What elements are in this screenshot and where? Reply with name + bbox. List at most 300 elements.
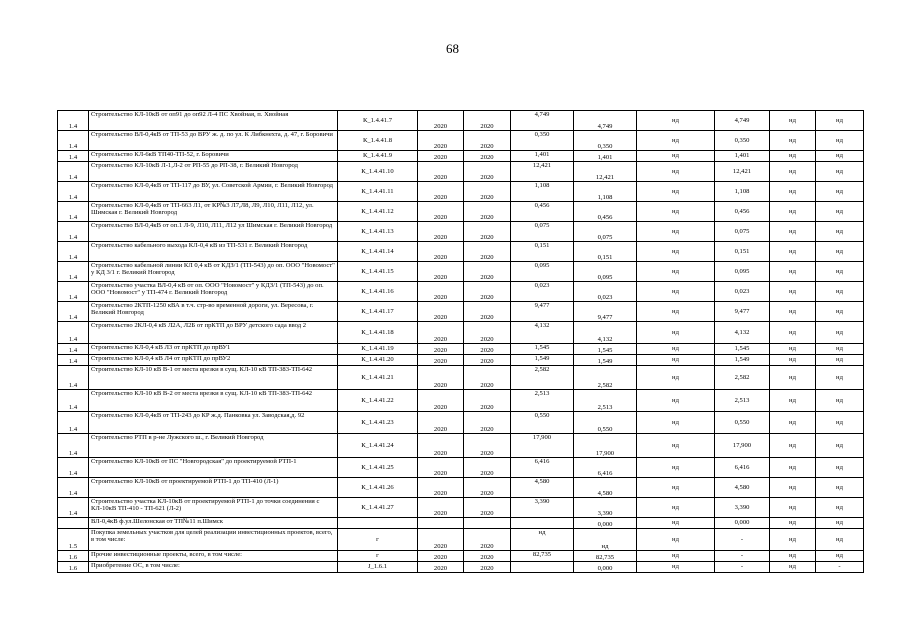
table-row bbox=[58, 322, 864, 344]
table-row bbox=[58, 518, 864, 529]
cell-code: г bbox=[338, 529, 418, 551]
cell-v3: 4,580 bbox=[715, 478, 770, 498]
cell-v2: 4,749 bbox=[574, 111, 637, 131]
cell-num: 1.4 bbox=[58, 222, 89, 242]
cell-name: Строительство 2КТП-1250 кВА в т.ч. стр-во временной дороги, ул. Вересова, г. Великий Новгород bbox=[89, 302, 338, 322]
cell-num: 1.4 bbox=[58, 262, 89, 282]
cell-v1: 1,108 bbox=[511, 182, 574, 202]
table-body bbox=[58, 111, 864, 573]
table-row bbox=[58, 412, 864, 434]
cell-y2: 2020 bbox=[464, 111, 511, 131]
cell-n3: нд bbox=[816, 222, 864, 242]
cell-y1: 2020 bbox=[418, 302, 464, 322]
cell-n3: нд bbox=[816, 366, 864, 390]
cell-n1: нд bbox=[637, 162, 715, 182]
cell-y1: 2020 bbox=[418, 282, 464, 302]
cell-n3: - bbox=[816, 562, 864, 573]
cell-code: К_1.4.41.13 bbox=[338, 222, 418, 242]
cell-code: К_1.4.41.21 bbox=[338, 366, 418, 390]
table-row bbox=[58, 344, 864, 355]
cell-v3: 12,421 bbox=[715, 162, 770, 182]
table-row bbox=[58, 162, 864, 182]
cell-v2: 3,390 bbox=[574, 498, 637, 518]
cell-v1: 0,550 bbox=[511, 412, 574, 434]
table-row bbox=[58, 434, 864, 458]
cell-y1: 2020 bbox=[418, 498, 464, 518]
cell-n1: нд bbox=[637, 390, 715, 412]
cell-name: Строительство ВЛ-0,4кВ от оп.1 Л-9, Л10, Л11, Л12 ул Шимская г. Великий Новгород bbox=[89, 222, 338, 242]
cell-code: К_1.4.41.19 bbox=[338, 344, 418, 355]
cell-name: Строительство КЛ-0,4 кВ Л4 от прКТП до прВУ2 bbox=[89, 355, 338, 366]
cell-v2: 0,023 bbox=[574, 282, 637, 302]
table-row bbox=[58, 498, 864, 518]
cell-n1: нд bbox=[637, 202, 715, 222]
cell-code: К_1.4.41.24 bbox=[338, 434, 418, 458]
cell-name: Строительство КЛ-10кВ от проектируемой РТП-1 до ТП-410 (Л-1) bbox=[89, 478, 338, 498]
table-row bbox=[58, 390, 864, 412]
cell-name: Строительство КЛ-0,4 кВ Л3 от прКТП до прВУ1 bbox=[89, 344, 338, 355]
cell-num: 1.4 bbox=[58, 151, 89, 162]
cell-v1: 1,401 bbox=[511, 151, 574, 162]
cell-v3: 2,513 bbox=[715, 390, 770, 412]
table-row bbox=[58, 458, 864, 478]
cell-y2: 2020 bbox=[464, 202, 511, 222]
cell-v2: 0,151 bbox=[574, 242, 637, 262]
cell-name: Строительство КЛ-10 кВ В-2 от места врезки в сущ. КЛ-10 кВ ТП-383-ТП-642 bbox=[89, 390, 338, 412]
cell-v2: 82,735 bbox=[574, 551, 637, 562]
cell-name: Покупка земельных участков для целей реализации инвестиционных проектов, всего, в том числе: bbox=[89, 529, 338, 551]
cell-code: К_1.4.41.15 bbox=[338, 262, 418, 282]
cell-v1: 6,416 bbox=[511, 458, 574, 478]
cell-v2: 4,132 bbox=[574, 322, 637, 344]
cell-n2: нд bbox=[770, 162, 816, 182]
cell-y1: 2020 bbox=[418, 562, 464, 573]
cell-n1: нд bbox=[637, 111, 715, 131]
cell-n1: нд bbox=[637, 151, 715, 162]
cell-code: г bbox=[338, 551, 418, 562]
cell-name: Строительство КЛ-6кВ ТП40-ТП-52, г. Боровичи bbox=[89, 151, 338, 162]
cell-code: К_1.4.41.12 bbox=[338, 202, 418, 222]
table-row bbox=[58, 131, 864, 151]
table-row bbox=[58, 242, 864, 262]
cell-y1: 2020 bbox=[418, 262, 464, 282]
cell-v2: 0,095 bbox=[574, 262, 637, 282]
cell-n1: нд bbox=[637, 529, 715, 551]
cell-name: Строительство КЛ-0,4кВ от ТП-117 до ВУ, ул. Советской Армии, г. Великий Новгород bbox=[89, 182, 338, 202]
cell-n3: нд bbox=[816, 390, 864, 412]
table-row bbox=[58, 529, 864, 551]
cell-v3: 2,582 bbox=[715, 366, 770, 390]
cell-y2: 2020 bbox=[464, 366, 511, 390]
cell-y2: 2020 bbox=[464, 322, 511, 344]
cell-v3: 0,350 bbox=[715, 131, 770, 151]
cell-n2: нд bbox=[770, 551, 816, 562]
cell-code: К_1.4.41.26 bbox=[338, 478, 418, 498]
cell-y1: 2020 bbox=[418, 131, 464, 151]
cell-code: К_1.4.41.11 bbox=[338, 182, 418, 202]
cell-num: 1.4 bbox=[58, 366, 89, 390]
cell-num: 1.4 bbox=[58, 322, 89, 344]
cell-name: Строительство КЛ-10 кВ В-1 от места врезки в сущ. КЛ-10 кВ ТП-383-ТП-642 bbox=[89, 366, 338, 390]
cell-n3: нд bbox=[816, 551, 864, 562]
cell-n1: нд bbox=[637, 302, 715, 322]
cell-name: Прочие инвестиционные проекты, всего, в том числе: bbox=[89, 551, 338, 562]
cell-y1: 2020 bbox=[418, 412, 464, 434]
cell-v2: 17,900 bbox=[574, 434, 637, 458]
cell-n3: нд bbox=[816, 458, 864, 478]
cell-n1: нд bbox=[637, 562, 715, 573]
cell-n1: нд bbox=[637, 478, 715, 498]
cell-n2: нд bbox=[770, 182, 816, 202]
cell-v2: 1,545 bbox=[574, 344, 637, 355]
cell-n2: нд bbox=[770, 302, 816, 322]
investment-table bbox=[57, 110, 864, 573]
cell-num: 1.6 bbox=[58, 562, 89, 573]
cell-name: Строительство участка КЛ-10кВ от проектируемой РТП-1 до точки соединения с КЛ-10кВ ТП-410 - ТП-621 (Л-2) bbox=[89, 498, 338, 518]
cell-v1: 4,132 bbox=[511, 322, 574, 344]
cell-v2: 4,580 bbox=[574, 478, 637, 498]
cell-y2: 2020 bbox=[464, 412, 511, 434]
cell-n1: нд bbox=[637, 131, 715, 151]
cell-v1: 0,456 bbox=[511, 202, 574, 222]
cell-n3: нд bbox=[816, 498, 864, 518]
cell-v2: 6,416 bbox=[574, 458, 637, 478]
cell-num: 1.4 bbox=[58, 478, 89, 498]
cell-y1: 2020 bbox=[418, 355, 464, 366]
cell-code: К_1.4.41.22 bbox=[338, 390, 418, 412]
cell-v3: 0,023 bbox=[715, 282, 770, 302]
table-row bbox=[58, 151, 864, 162]
cell-num: 1.4 bbox=[58, 344, 89, 355]
cell-n3: нд bbox=[816, 344, 864, 355]
cell-n3: нд bbox=[816, 434, 864, 458]
cell-code: К_1.4.41.8 bbox=[338, 131, 418, 151]
cell-v3: - bbox=[715, 562, 770, 573]
cell-y2: 2020 bbox=[464, 222, 511, 242]
cell-v1: 2,582 bbox=[511, 366, 574, 390]
cell-v1 bbox=[511, 562, 574, 573]
table-row bbox=[58, 282, 864, 302]
cell-name: Приобретение ОС, в том числе: bbox=[89, 562, 338, 573]
cell-num: 1.4 bbox=[58, 412, 89, 434]
cell-v3: 0,151 bbox=[715, 242, 770, 262]
cell-v2: 2,582 bbox=[574, 366, 637, 390]
cell-n2: нд bbox=[770, 344, 816, 355]
cell-n2: нд bbox=[770, 262, 816, 282]
cell-v3: 4,749 bbox=[715, 111, 770, 131]
cell-n2: нд bbox=[770, 478, 816, 498]
cell-n1: нд bbox=[637, 458, 715, 478]
cell-v2: 0,456 bbox=[574, 202, 637, 222]
cell-v3: 0,095 bbox=[715, 262, 770, 282]
cell-code bbox=[338, 518, 418, 529]
cell-n1: нд bbox=[637, 355, 715, 366]
cell-code: К_1.4.41.16 bbox=[338, 282, 418, 302]
cell-num: 1.4 bbox=[58, 162, 89, 182]
cell-name: Строительство кабельного выхода КЛ-0,4 кВ из ТП-531 г. Великий Новгород bbox=[89, 242, 338, 262]
cell-v3: 0,550 bbox=[715, 412, 770, 434]
cell-n2: нд bbox=[770, 222, 816, 242]
cell-v1: 9,477 bbox=[511, 302, 574, 322]
table-row bbox=[58, 366, 864, 390]
cell-name: Строительство кабельной линии КЛ 0,4 кВ от КДЗ/1 (ТП-543) до оп. ООО "Новомост" у КД 3/1 г. Великий Новгород bbox=[89, 262, 338, 282]
cell-num: 1.5 bbox=[58, 529, 89, 551]
cell-y1: 2020 bbox=[418, 458, 464, 478]
cell-y2: 2020 bbox=[464, 262, 511, 282]
cell-n2: нд bbox=[770, 111, 816, 131]
cell-num: 1.4 bbox=[58, 434, 89, 458]
cell-v2: 1,549 bbox=[574, 355, 637, 366]
cell-y1: 2020 bbox=[418, 390, 464, 412]
cell-v1: 0,350 bbox=[511, 131, 574, 151]
cell-num: 1.4 bbox=[58, 302, 89, 322]
cell-num bbox=[58, 518, 89, 529]
cell-num: 1.4 bbox=[58, 458, 89, 478]
cell-y2: 2020 bbox=[464, 282, 511, 302]
cell-y2: 2020 bbox=[464, 162, 511, 182]
cell-y1: 2020 bbox=[418, 322, 464, 344]
cell-v1: 17,900 bbox=[511, 434, 574, 458]
cell-v2: 1,401 bbox=[574, 151, 637, 162]
cell-v2: 0,550 bbox=[574, 412, 637, 434]
cell-n3: нд bbox=[816, 529, 864, 551]
cell-n1: нд bbox=[637, 498, 715, 518]
table-row bbox=[58, 202, 864, 222]
cell-n3: нд bbox=[816, 355, 864, 366]
cell-n2: нд bbox=[770, 355, 816, 366]
cell-num: 1.4 bbox=[58, 355, 89, 366]
cell-name: ВЛ-0,4кВ ф.ул.Шелонская от ТП№11 п.Шимск bbox=[89, 518, 338, 529]
cell-name: Строительство КЛ-10кВ от ПС "Новгородская" до проектируемой РТП-1 bbox=[89, 458, 338, 478]
cell-v3: 9,477 bbox=[715, 302, 770, 322]
table-row bbox=[58, 562, 864, 573]
cell-n2: нд bbox=[770, 282, 816, 302]
cell-num: 1.4 bbox=[58, 390, 89, 412]
cell-v3: - bbox=[715, 551, 770, 562]
cell-y1: 2020 bbox=[418, 222, 464, 242]
cell-code: К_1.4.41.18 bbox=[338, 322, 418, 344]
cell-y2 bbox=[464, 518, 511, 529]
cell-code: К_1.4.41.25 bbox=[338, 458, 418, 478]
cell-y1: 2020 bbox=[418, 551, 464, 562]
cell-n1: нд bbox=[637, 282, 715, 302]
cell-y1: 2020 bbox=[418, 344, 464, 355]
cell-n3: нд bbox=[816, 412, 864, 434]
cell-v2: 1,108 bbox=[574, 182, 637, 202]
cell-n2: нд bbox=[770, 366, 816, 390]
cell-v2: 2,513 bbox=[574, 390, 637, 412]
cell-name: Строительство КЛ-10кВ от оп91 до оп92 Л-4 ПС Хвойная, п. Хвойная bbox=[89, 111, 338, 131]
cell-num: 1.4 bbox=[58, 182, 89, 202]
cell-n3: нд bbox=[816, 322, 864, 344]
cell-y2: 2020 bbox=[464, 551, 511, 562]
table-row bbox=[58, 355, 864, 366]
table-row bbox=[58, 182, 864, 202]
cell-code: К_1.4.41.9 bbox=[338, 151, 418, 162]
cell-n3: нд bbox=[816, 162, 864, 182]
cell-y1: 2020 bbox=[418, 366, 464, 390]
cell-n2: нд bbox=[770, 498, 816, 518]
cell-v1: 82,735 bbox=[511, 551, 574, 562]
cell-n2: нд bbox=[770, 434, 816, 458]
cell-y2: 2020 bbox=[464, 478, 511, 498]
cell-v3: 1,545 bbox=[715, 344, 770, 355]
cell-code: К_1.4.41.27 bbox=[338, 498, 418, 518]
cell-n1: нд bbox=[637, 242, 715, 262]
cell-v1: 0,151 bbox=[511, 242, 574, 262]
cell-v1: 4,580 bbox=[511, 478, 574, 498]
cell-v3: 6,416 bbox=[715, 458, 770, 478]
cell-n2: нд bbox=[770, 131, 816, 151]
cell-name: Строительство КЛ-10кВ Л-1,Л-2 от РП-55 до РП-38, г. Великий Новгород bbox=[89, 162, 338, 182]
cell-num: 1.4 bbox=[58, 131, 89, 151]
cell-n3: нд bbox=[816, 242, 864, 262]
cell-v1: 3,390 bbox=[511, 498, 574, 518]
table-row bbox=[58, 262, 864, 282]
cell-code: К_1.4.41.17 bbox=[338, 302, 418, 322]
cell-v3: 1,401 bbox=[715, 151, 770, 162]
cell-num: 1.4 bbox=[58, 111, 89, 131]
cell-n1: нд bbox=[637, 344, 715, 355]
cell-y2: 2020 bbox=[464, 562, 511, 573]
cell-n2: нд bbox=[770, 390, 816, 412]
table-row bbox=[58, 478, 864, 498]
cell-code: К_1.4.41.14 bbox=[338, 242, 418, 262]
cell-name: Строительство РТП в р-не Лужского ш., г. Великий Новгород bbox=[89, 434, 338, 458]
cell-n1: нд bbox=[637, 222, 715, 242]
cell-n1: нд bbox=[637, 182, 715, 202]
cell-n2: нд bbox=[770, 151, 816, 162]
cell-n2: нд bbox=[770, 202, 816, 222]
cell-y2: 2020 bbox=[464, 344, 511, 355]
cell-name: Строительство участка ВЛ-0,4 кВ от оп. ООО "Новомост" у КДЗ/1 (ТП-543) до оп. ООО "Новомост" у ТП-474 г. Великий Новгород bbox=[89, 282, 338, 302]
cell-v1: нд bbox=[511, 529, 574, 551]
cell-n2: нд bbox=[770, 529, 816, 551]
page-number: 68 bbox=[446, 41, 459, 56]
cell-v2: 0,350 bbox=[574, 131, 637, 151]
cell-v2: 9,477 bbox=[574, 302, 637, 322]
cell-v3: 0,000 bbox=[715, 518, 770, 529]
table-row bbox=[58, 551, 864, 562]
cell-y1: 2020 bbox=[418, 529, 464, 551]
cell-y1: 2020 bbox=[418, 162, 464, 182]
cell-y1: 2020 bbox=[418, 182, 464, 202]
cell-y2: 2020 bbox=[464, 131, 511, 151]
cell-code: К_1.4.41.23 bbox=[338, 412, 418, 434]
cell-n3: нд bbox=[816, 202, 864, 222]
cell-y2: 2020 bbox=[464, 529, 511, 551]
cell-v1 bbox=[511, 518, 574, 529]
cell-y2: 2020 bbox=[464, 434, 511, 458]
cell-n3: нд bbox=[816, 518, 864, 529]
cell-num: 1.6 bbox=[58, 551, 89, 562]
cell-v3: - bbox=[715, 529, 770, 551]
cell-n1: нд bbox=[637, 322, 715, 344]
cell-y2: 2020 bbox=[464, 458, 511, 478]
cell-v1: 12,421 bbox=[511, 162, 574, 182]
cell-y2: 2020 bbox=[464, 182, 511, 202]
cell-v2: 12,421 bbox=[574, 162, 637, 182]
cell-n3: нд bbox=[816, 302, 864, 322]
cell-n3: нд bbox=[816, 111, 864, 131]
cell-n2: нд bbox=[770, 242, 816, 262]
cell-y2: 2020 bbox=[464, 242, 511, 262]
cell-v1: 0,095 bbox=[511, 262, 574, 282]
cell-v3: 0,075 bbox=[715, 222, 770, 242]
cell-n3: нд bbox=[816, 262, 864, 282]
cell-v3: 1,549 bbox=[715, 355, 770, 366]
cell-y2: 2020 bbox=[464, 355, 511, 366]
cell-name: Строительство КЛ-0,4кВ от ТП-243 до КР ж.д. Панковка ул. Заводская,д. 92 bbox=[89, 412, 338, 434]
cell-y2: 2020 bbox=[464, 498, 511, 518]
cell-v1: 0,075 bbox=[511, 222, 574, 242]
cell-y1 bbox=[418, 518, 464, 529]
cell-v2: 0,075 bbox=[574, 222, 637, 242]
cell-n3: нд bbox=[816, 478, 864, 498]
cell-v1: 4,749 bbox=[511, 111, 574, 131]
cell-v1: 2,513 bbox=[511, 390, 574, 412]
cell-v2: 0,000 bbox=[574, 518, 637, 529]
cell-code: J_1.6.1 bbox=[338, 562, 418, 573]
table-row bbox=[58, 111, 864, 131]
cell-num: 1.4 bbox=[58, 498, 89, 518]
table-row bbox=[58, 222, 864, 242]
cell-name: Строительство ВЛ-0,4кВ от ТП-53 до ВРУ ж. д. по ул. К Либкнехта, д. 47, г. Боровичи bbox=[89, 131, 338, 151]
cell-n1: нд bbox=[637, 518, 715, 529]
cell-v3: 1,108 bbox=[715, 182, 770, 202]
table-row bbox=[58, 302, 864, 322]
cell-n3: нд bbox=[816, 151, 864, 162]
cell-name: Строительство КЛ-0,4кВ от ТП-663 Л1, от КР№3 Л7,Л8, Л9, Л10, Л11, Л12, ул. Шимская г. Великий Новгород bbox=[89, 202, 338, 222]
cell-code: К_1.4.41.7 bbox=[338, 111, 418, 131]
cell-n1: нд bbox=[637, 366, 715, 390]
cell-y1: 2020 bbox=[418, 151, 464, 162]
cell-n2: нд bbox=[770, 458, 816, 478]
cell-v3: 0,456 bbox=[715, 202, 770, 222]
cell-v1: 0,023 bbox=[511, 282, 574, 302]
cell-v2: 0,000 bbox=[574, 562, 637, 573]
cell-num: 1.4 bbox=[58, 282, 89, 302]
cell-n2: нд bbox=[770, 518, 816, 529]
cell-y1: 2020 bbox=[418, 111, 464, 131]
cell-v3: 17,900 bbox=[715, 434, 770, 458]
cell-n2: нд bbox=[770, 322, 816, 344]
cell-y2: 2020 bbox=[464, 302, 511, 322]
cell-n3: нд bbox=[816, 182, 864, 202]
cell-n3: нд bbox=[816, 282, 864, 302]
cell-v1: 1,545 bbox=[511, 344, 574, 355]
cell-num: 1.4 bbox=[58, 242, 89, 262]
cell-n1: нд bbox=[637, 262, 715, 282]
cell-y2: 2020 bbox=[464, 151, 511, 162]
cell-v3: 4,132 bbox=[715, 322, 770, 344]
cell-v3: 3,390 bbox=[715, 498, 770, 518]
cell-code: К_1.4.41.10 bbox=[338, 162, 418, 182]
cell-num: 1.4 bbox=[58, 202, 89, 222]
cell-v2: нд bbox=[574, 529, 637, 551]
cell-n1: нд bbox=[637, 412, 715, 434]
cell-n2: нд bbox=[770, 412, 816, 434]
cell-y1: 2020 bbox=[418, 202, 464, 222]
cell-n3: нд bbox=[816, 131, 864, 151]
cell-name: Строительство 2КЛ-0,4 кВ Л2А, Л2Б от прКТП до ВРУ детского сада ввод 2 bbox=[89, 322, 338, 344]
cell-n2: нд bbox=[770, 562, 816, 573]
cell-n1: нд bbox=[637, 551, 715, 562]
cell-code: К_1.4.41.20 bbox=[338, 355, 418, 366]
cell-y1: 2020 bbox=[418, 242, 464, 262]
cell-y1: 2020 bbox=[418, 434, 464, 458]
cell-n1: нд bbox=[637, 434, 715, 458]
